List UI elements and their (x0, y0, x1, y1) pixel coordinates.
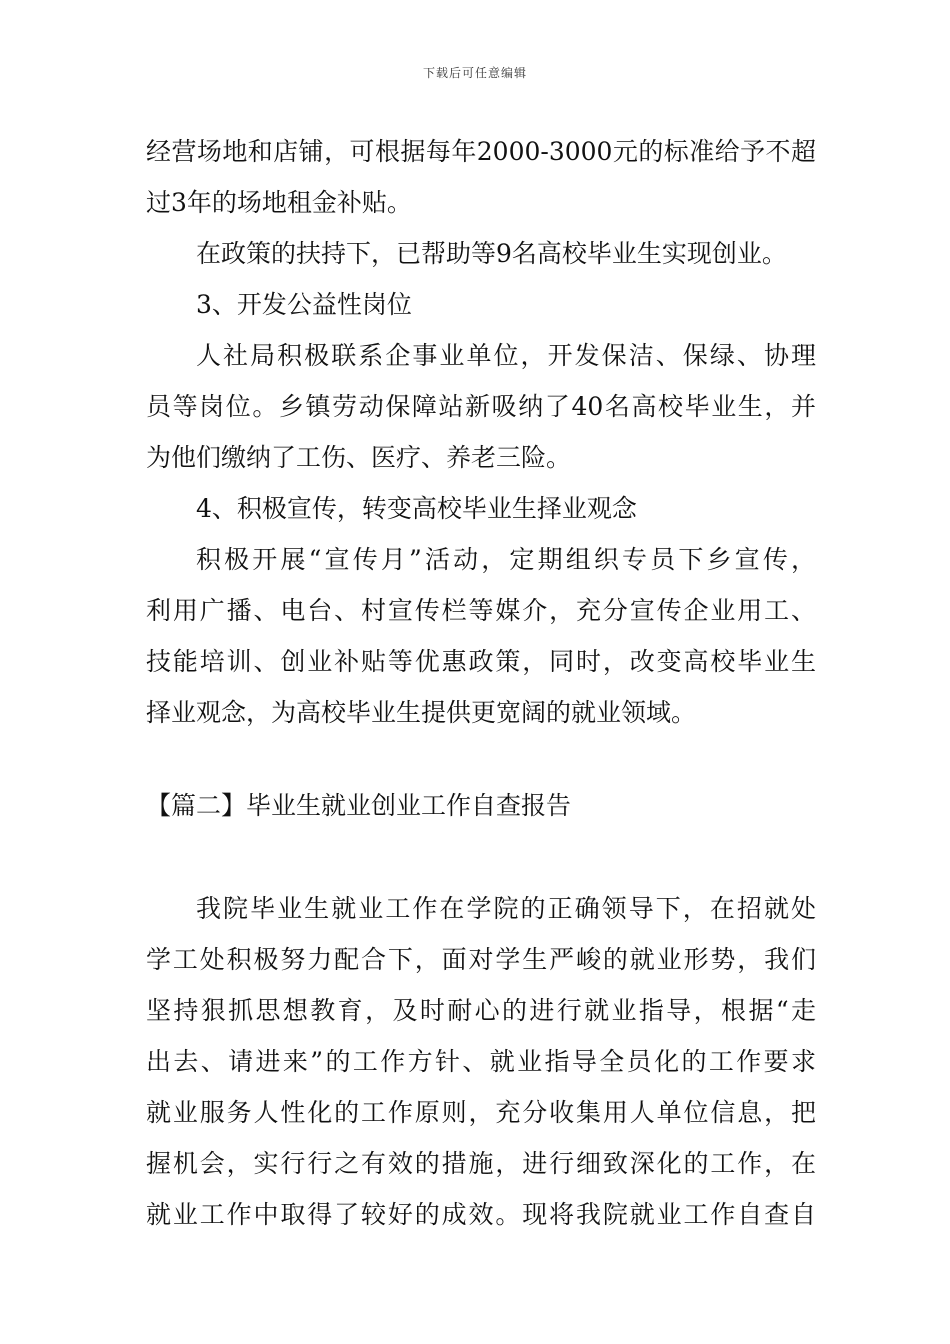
paragraph-venue-subsidy (146, 126, 816, 228)
text-line: 出去、请进来”的工作方针、就业指导全员化的工作要求 (146, 1047, 816, 1076)
paragraph-startup-support (146, 228, 816, 279)
text-line: 员等岗位。乡镇劳动保障站新吸纳了40名高校毕业生，并 (146, 392, 816, 421)
spacer (146, 831, 816, 883)
section-heading: 【篇二】毕业生就业创业工作自查报告 (146, 791, 572, 820)
paragraph-self-inspection (146, 883, 816, 1240)
text-line: 为他们缴纳了工伤、医疗、养老三险。 (146, 443, 572, 472)
text-line: 学工处积极努力配合下，面对学生严峻的就业形势，我们 (146, 945, 816, 974)
text-line: 择业观念，为高校毕业生提供更宽阔的就业领域。 (146, 698, 697, 727)
paragraph-public-welfare-jobs (146, 330, 816, 483)
subheading-text: 4、积极宣传，转变高校毕业生择业观念 (196, 494, 637, 523)
subheading-publicity (146, 483, 816, 534)
document-body (146, 126, 816, 1240)
text-line: 利用广播、电台、村宣传栏等媒介，充分宣传企业用工、 (146, 596, 816, 625)
text-line: 经营场地和店铺，可根据每年2000-3000元的标准给予不超 (146, 137, 816, 166)
spacer (146, 738, 816, 780)
page-header: 下载后可任意编辑 (422, 66, 527, 80)
text-line: 坚持狠抓思想教育，及时耐心的进行就业指导，根据“走 (146, 996, 816, 1025)
text-line: 就业工作中取得了较好的成效。现将我院就业工作自查自 (146, 1200, 816, 1229)
text-line: 在政策的扶持下，已帮助等9名高校毕业生实现创业。 (196, 239, 787, 268)
text-line: 过3年的场地租金补贴。 (146, 188, 412, 217)
paragraph-publicity (146, 534, 816, 738)
text-line: 技能培训、创业补贴等优惠政策，同时，改变高校毕业生 (146, 647, 816, 676)
text-line: 人社局积极联系企事业单位，开发保洁、保绿、协理 (196, 341, 816, 370)
subheading-public-welfare-jobs (146, 279, 816, 330)
text-line: 握机会，实行行之有效的措施，进行细致深化的工作，在 (146, 1149, 816, 1178)
text-line: 我院毕业生就业工作在学院的正确领导下，在招就处 (196, 894, 816, 923)
text-line: 就业服务人性化的工作原则，充分收集用人单位信息，把 (146, 1098, 816, 1127)
text-line: 积极开展“宣传月”活动，定期组织专员下乡宣传， (196, 545, 816, 574)
subheading-text: 3、开发公益性岗位 (196, 290, 412, 319)
